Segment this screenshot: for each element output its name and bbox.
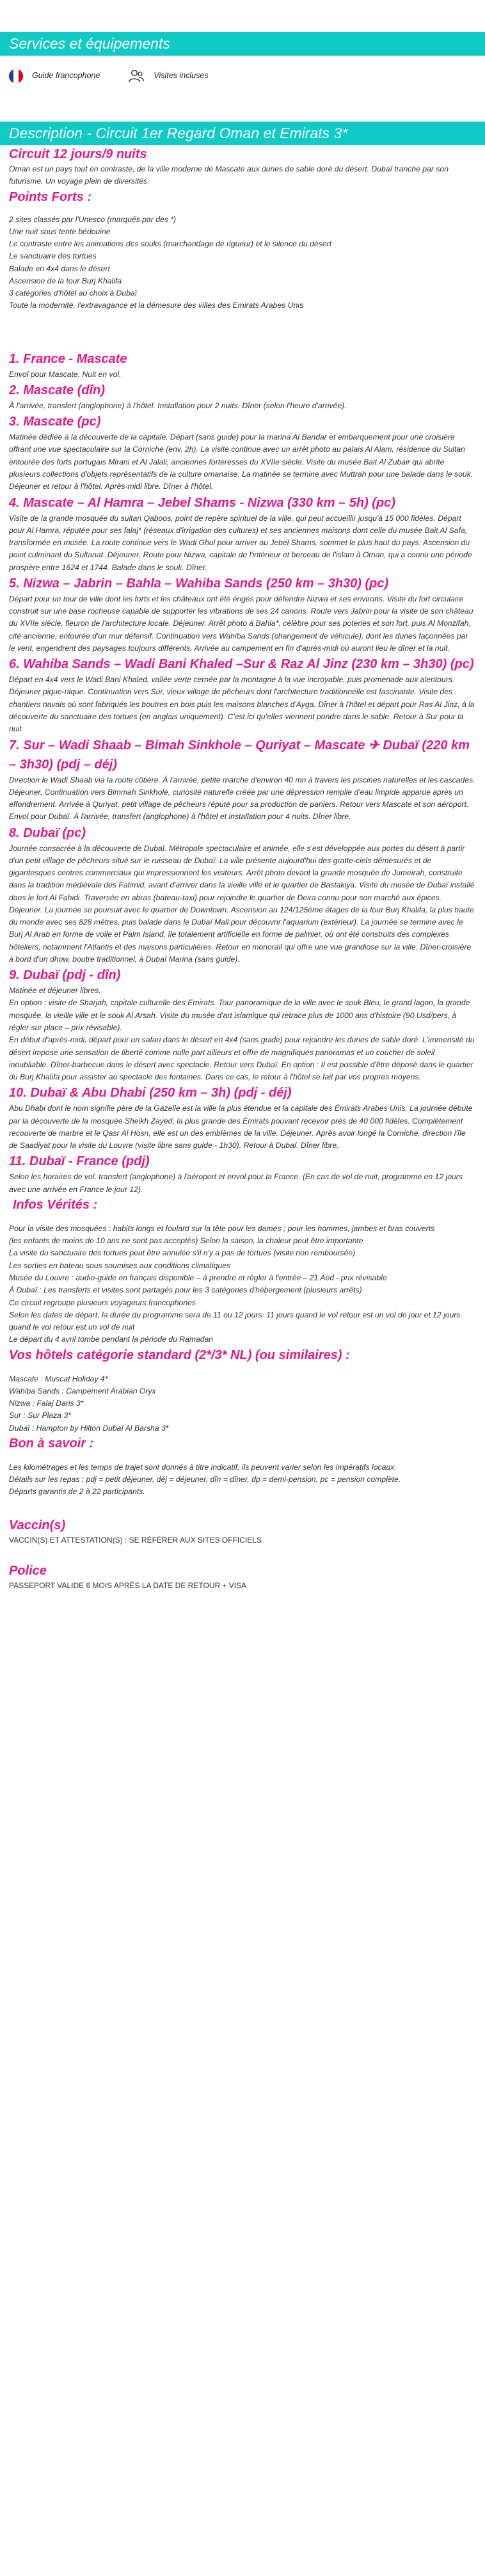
page — [0, 32, 485, 2576]
flag-stripe-blue — [9, 69, 13, 83]
flag-stripe-red — [19, 69, 23, 83]
day-title: 8. Dubaï (pc) — [9, 825, 86, 840]
day-title: 9. Dubaï (pdj - dîn) — [9, 968, 121, 983]
intro-text: Oman est un pays tout en contraste, de la ville moderne de Mascate aux dunes de sable doré du désert. Dubaï tranche par son futurisme. Un voyage plein de diversités. — [9, 164, 449, 186]
vivre-item: À Dubaï : Les transferts et visites sont partagés pour les 3 catégories d'hébergement (plusieurs arrêts) — [9, 1285, 362, 1295]
hotel-item: Mascate : Muscat Holiday 4* — [9, 1374, 108, 1383]
service-guide — [9, 69, 100, 83]
point-item: Toute la modernité, l'extravagance et la démesure des villes des Emirats Arabes Unis — [9, 301, 304, 310]
service-visits-label: Visites incluses — [154, 71, 209, 81]
point-item: 3 catégories d'hôtel au choix à Dubaï — [9, 289, 138, 298]
day-title: 1. France - Mascate — [9, 351, 127, 366]
hotel-item: Dubaï : Hampton by Hilton Dubaï Al Barsha 3* — [9, 1423, 169, 1433]
day-text: Matinée et déjeuner libres. En option : visite de Sharjah, capitale culturelle des Emirats. Tour panoramique de la ville avec le souk Bleu, le grand lagon, la grande mosquée, la vieille ville et le souk Al Arsah. Visite du musée d'art islamique qui retrace plus de 1000 ans d'histoire (90 Usd/pers, à régler sur place – prix révisable). En début d'après-midi, départ pour un safari dans le désert en 4x4 (sans guide) pour rejoindre les dunes de sable doré. L'immensité du désert impose une sensation de liberté comme nulle part ailleurs et offre de magnifiques panoramas et un coucher de soleil inoubliable. Dîner-barbecue dans le désert avec spectacle. Retour vers Dubaï. En option : Il est possible d'être déposé dans le quartier du Burj Khalifa pour assister au spectacle des fontaines. Dans ce cas, le retour à l'hôtel se fait par vos propres moyens. — [9, 986, 475, 1082]
user-icon — [128, 69, 145, 83]
intro-title: Circuit 12 jours/9 nuits — [9, 147, 147, 161]
day-title: 5. Nizwa – Jabrin – Bahla – Wahiba Sands (250 km – 3h30) (pc) — [9, 576, 389, 591]
services-list — [0, 67, 485, 86]
day-title: 10. Dubaï & Abu Dhabi (250 km – 3h) (pdj - déj) — [9, 1086, 292, 1101]
services-title: Services et équipements — [9, 35, 170, 52]
savoir-item: Détails sur les repas : pdj = petit déjeuner, déj = déjeuner, dîn = dîner, dp = demi-pension, pc = pension complète. — [9, 1475, 401, 1484]
point-item: Balade en 4x4 dans le désert — [9, 264, 110, 273]
point-item: Le sanctuaire des tortues — [9, 251, 97, 261]
description-banner — [0, 122, 485, 145]
day-text: Envol pour Mascate. Nuit en vol. — [9, 369, 122, 379]
hotel-item: Wahiba Sands : Campement Arabian Oryx — [9, 1386, 156, 1395]
service-guide-label: Guide francophone — [32, 71, 100, 81]
points-list — [9, 214, 476, 312]
day-text: Abu Dhabi dont le nom signifie père de la Gazelle est la ville la plus étendue et la capitale des Émirats Arabes Unis. La journée débute par la découverte de la mosquée Sheikh Zayed, la plus grande des Émirats pouvant recevoir près de 40 000 fidèles. Complètement recouverte de marbre et le Qasr Al Hosn, elle est un des emblèmes de la ville. Déjeuner. Après avoir longé la Corniche, direction l'île de Saadiyat pour la visite du Louvre (visite libre sans guide - 1h30). Retour à Dubaï. Dîner libre. — [9, 1104, 473, 1150]
day-text: Départ pour un tour de ville dont les forts et les châteaux ont été érigés pour défendre Nizwa et ses environs. Visite du fort circulaire construit sur une base rocheuse capable de supporter les vibrations de ses 24 canons. Route vers Jabrin pour la visite de son château du XVIIe siècle, fleuron de l'architecture locale. Déjeuner. Arrêt photo à Bahla*, célèbre pour ses poteries et son fort, puis Al Monzifah, cité ancienne, entourée d'un mur défensif. Continuation vers Wahiba Sands (changement de véhicule), dont les dunes façonnées par le vent, engendrent des paysages toujours différents. Arrivée au campement en fin d'après-midi où auront lieu le dîner et la nuit. — [9, 594, 473, 653]
french-flag-icon — [9, 69, 23, 83]
hotels-title: Vos hôtels catégorie standard (2*/3* NL) (ou similaires) : — [9, 1348, 350, 1362]
vivre-item: Le départ du 4 avril tombe pendant la période du Ramadan — [9, 1335, 214, 1344]
day-title: 11. Dubaï - France (pdj) — [9, 1154, 150, 1169]
day-text: À l'arrivée, transfert (anglophone) à l'hôtel. Installation pour 2 nuits. Dîner (selon l'heure d'arrivée). — [9, 401, 347, 410]
vivre-item: (les enfants de moins de 10 ans ne sont pas acceptés) Selon la saison, la chaleur peut être importante — [9, 1236, 363, 1246]
description-title: Description - Circuit 1er Regard Oman et Emirats 3* — [9, 125, 348, 141]
vivre-title: Infos Vérités : — [13, 1197, 98, 1212]
day-text: Matinée dédiée à la découverte de la capitale. Départ (sans guide) pour la marina Al Bandar et embarquement pour une croisière offrant une vue spectaculaire sur la Corniche (env. 2h). La visite continue avec un arrêt photo au palais Al Alam, résidence du Sultan entourée des forts portugais Mirani et Al Jalali, anciennes forteresses du XVIIe siècle. Visite du musée Bait Al Zubair qui abrite plusieurs collections d'objets représentatifs de la culture omanaise. La matinée se termine avec Muttrah pour une balade dans le souk. Déjeuner et retour à l'hôtel. Après-midi libre. Dîner à l'hôtel. — [9, 433, 473, 491]
point-item: Le contraste entre les animations des souks (marchandage de rigueur) et le silence du désert — [9, 239, 332, 249]
points-title: Points Forts : — [9, 189, 91, 204]
vivre-list — [9, 1223, 476, 1346]
vaccins-text: VACCIN(S) ET ATTESTATION(S) : SE RÉFÉRER AUX SITES OFFICIELS — [9, 1535, 262, 1545]
day-title: 7. Sur – Wadi Shaab – Bimah Sinkhole – Quriyat – Mascate ✈ Dubaï (220 km – 3h30) (pdj – déj) — [9, 738, 470, 772]
day-text: Visite de la grande mosquée du sultan Qaboos, point de repère spirituel de la ville, qui peut accueillir jusqu'à 15 000 fidèles. Départ pour Al Hamra, réputée pour ses falaj* (réseaux d'irrigation des cultures) et ses anciennes maisons dont celle du musée Bait Al Safa, transformée en musée. La route continue vers le Wadi Ghul pour arriver au Jebel Shams, sommet le plus haut du pays. Ascension du point culminant du Sultanat. Déjeuner. Route pour Nizwa, capitale de l'intérieur et berceau de l'islam à Oman, qui a connu une période prospère entre 1624 et 1744. Balade dans le souk. Dîner. — [9, 513, 472, 572]
vivre-item: La visite du sanctuaire des tortues peut être annulée s'il n'y a pas de tortues (visite non remboursée) — [9, 1248, 356, 1258]
vaccins-title: Vaccin(s) — [9, 1518, 66, 1532]
police-title: Police — [9, 1563, 47, 1578]
point-item: Ascension de la tour Burj Khalifa — [9, 276, 122, 285]
day-title: 6. Wahiba Sands – Wadi Bani Khaled –Sur & Raz Al Jinz (230 km – 3h30) (pc) — [9, 657, 474, 672]
day-title: 2. Mascate (dîn) — [9, 383, 106, 397]
savoir-title: Bon à savoir : — [9, 1436, 94, 1451]
vivre-item: Pour la visite des mosquées : habits longs et foulard sur la tête pour les dames ; pour les hommes, jambes et bras couverts — [9, 1223, 435, 1233]
savoir-item: Les kilométrages et les temps de trajet sont donnés à titre indicatif, ils peuvent varier selon les impératifs locaux. — [9, 1462, 397, 1472]
services-banner — [0, 32, 485, 56]
point-item: Une nuit sous tente bédouine — [9, 227, 111, 236]
day-text: Direction le Wadi Shaab via la route côtière. À l'arrivée, petite marche d'environ 40 mn à travers les piscines naturelles et les cascades. Déjeuner. Continuation vers Bimmah Sinkhole, curiosité naturelle créée par une dépression remplie d'eau limpide apparue après un effondrement. Arrivée à Quriyat, petit village de pêcheurs réputé pour sa production de paniers. Retour vers Mascate et son aéroport. Envol pour Dubaï. À l'arrivée, transfert (anglophone) à l'hôtel et installation pour 4 nuits. Dîner libre. — [9, 775, 475, 822]
hotels-list — [9, 1373, 476, 1435]
hotel-item: Sur : Sur Plaza 3* — [9, 1411, 71, 1420]
day-title: 4. Mascate – Al Hamra – Jebel Shams - Nizwa (330 km – 5h) (pc) — [9, 495, 395, 510]
vivre-item: Musée du Louvre : audio-guide en français disponible – à prendre et régler à l'entrée – 21 Aed - prix révisable — [9, 1273, 387, 1282]
vivre-item: Les sorties en bateau sous soumises aux conditions climatiques — [9, 1260, 231, 1270]
service-visits — [128, 69, 208, 83]
itinerary — [9, 349, 476, 1196]
hotel-item: Nizwa : Falaj Daris 3* — [9, 1399, 84, 1408]
flag-stripe-white — [13, 69, 18, 83]
day-title: 3. Mascate (pc) — [9, 415, 101, 429]
police-text: PASSEPORT VALIDE 6 MOIS APRÈS LA DATE DE RETOUR + VISA — [9, 1580, 247, 1590]
vivre-item: Ce circuit regroupe plusieurs voyageurs francophones — [9, 1298, 196, 1307]
savoir-item: Départs garantis de 2 à 22 participants. — [9, 1487, 145, 1497]
vivre-item: Selon les dates de départ, la durée du programme sera de 11 ou 12 jours. 11 jours quand le vol retour est un vol de jour et 12 jours quand le vol retour est un vol de nuit — [9, 1310, 461, 1332]
point-item: 2 sites classés par l'Unesco (marqués par des *) — [9, 214, 177, 224]
savoir-list — [9, 1461, 476, 1499]
day-text: Départ en 4x4 vers le Wadi Bani Khaled, vallée verte cernée par la montagne à la vue incroyable, puis promenade aux alentours. Déjeuner pique-nique. Continuation vers Sur, vieux village de pêcheurs dont l'architecture traditionnelle est fascinante. Visite des chantiers navals où sont fabriqués les boutres en bois puis les maisons blanches d'Ayga. Dîner à l'hôtel et départ pour Ras Al Jinz, à la découverte du sanctuaire des tortues (en anglais uniquement). C'est ici qu'elles viennent pondre dans le sable. Retour à Sur pour la nuit. — [9, 675, 475, 734]
day-text: Selon les horaires de vol, transfert (anglophone) à l'aéroport et envol pour la France. (En cas de vol de nuit, programme en 12 jours avec une arrivée en France le jour 12). — [9, 1172, 463, 1194]
description-content — [0, 145, 485, 1592]
day-text: Journée consacrée à la découverte de Dubaï. Métropole spectaculaire et animée, elle s'est développée aux portes du désert à partir d'un petit village de pêcheurs situé sur le ruisseau de Dubaï. La ville présente aujourd'hui des gratte-ciels démesurés et de gigantesques centres commerciaux qui impressionnent les visiteurs. Arrêt photo devant la grande mosquée de Jumeirah, construite dans la tradition médiévale des Fatimid, avant d'arriver dans la vieille ville et le quartier de Bastakiya. Visite du musée de Dubaï installé dans le fort Al Fahidi. Traversée en abras (bateau-taxi) pour rejoindre le quartier de Deira connu pour son marché aux épices. Déjeuner. La journée se poursuit avec le quartier de Downtown. Ascension au 124/125ème étages de la tour Burj Khalifa, la plus haute du monde avec ses 828 mètres, puis balade dans le Dubaï Mall pour découvrir l'aquarium (extérieur). La journée se termine avec le Burj Al Arab en forme de voile et Palm Island, île totalement artificielle en forme de palmier, où ont été construits des complexes hôteliers, notamment l'Atlantis et des maisons particulières. Retour en monorail qui offre une vue grandiose sur la ville. Dîner-croisière à bord d'un dhow, boutre traditionnel, à Dubaï Marina (sans guide). — [9, 843, 475, 964]
